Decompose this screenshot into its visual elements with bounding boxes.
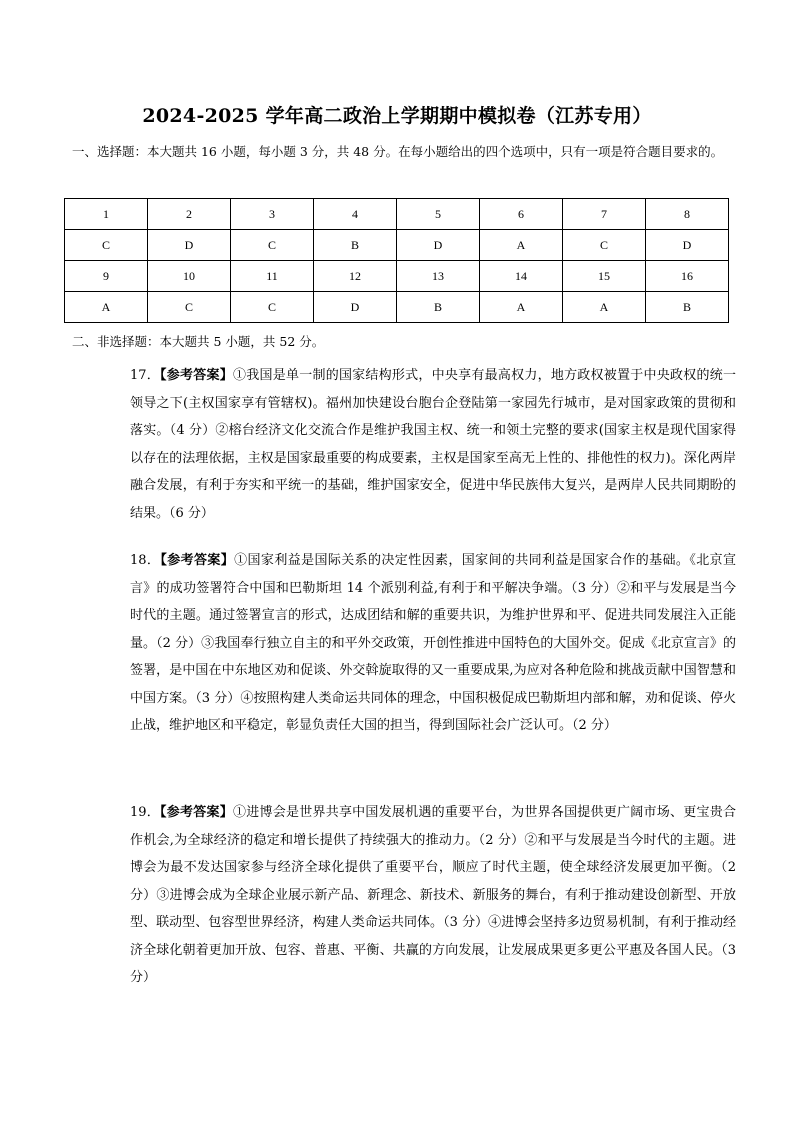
question-number: 19． — [130, 805, 161, 820]
table-cell: B — [397, 292, 480, 323]
table-cell: A — [65, 292, 148, 323]
table-cell: A — [480, 230, 563, 261]
answer-tag: 【参考答案】 — [160, 553, 235, 568]
answer-tag: 【参考答案】 — [160, 368, 233, 383]
answer-body: ①我国是单一制的国家结构形式，中央享有最高权力，地方政权被置于中央政权的统一领导之下(主权国家享有管辖权)。福州加快建设台胞台企登陆第一家园先行城市，是对国家政策的贯彻和落实。（4 分）②榕台经济文化交流合作是维护我国主权、统一和领土完整的要求(国家主权是现代国家得以存在的法理依据，主权是国家最重要的构成要素，主权是国家至高无上性的、排他性的权力)。深化两岸融合发展，有利于夯实和平统一的基础，维护国家安全，促进中华民族伟大复兴，是两岸人民共同期盼的结果。（6 分） — [130, 368, 736, 521]
table-cell: 16 — [646, 261, 729, 292]
table-cell: C — [563, 230, 646, 261]
table-cell: A — [563, 292, 646, 323]
table-cell: B — [646, 292, 729, 323]
table-cell: 5 — [397, 199, 480, 230]
table-cell: 8 — [646, 199, 729, 230]
table-cell: 12 — [314, 261, 397, 292]
table-cell: D — [148, 230, 231, 261]
table-cell: 9 — [65, 261, 148, 292]
table-cell: 7 — [563, 199, 646, 230]
section-two-heading: 二、非选择题：本大题共 5 小题，共 52 分。 — [72, 334, 325, 349]
table-row — [65, 292, 729, 323]
question-number: 17． — [130, 368, 161, 383]
table-cell: D — [646, 230, 729, 261]
section-one-heading: 一、选择题：本大题共 16 小题，每小题 3 分，共 48 分。在每小题给出的四个选项中，只有一项是符合题目要求的。 — [72, 144, 724, 159]
table-cell: C — [231, 292, 314, 323]
table-cell: D — [397, 230, 480, 261]
table-cell: 15 — [563, 261, 646, 292]
table-row — [65, 199, 729, 230]
table-cell: 3 — [231, 199, 314, 230]
table-cell: 13 — [397, 261, 480, 292]
table-cell: 14 — [480, 261, 563, 292]
table-cell: 6 — [480, 199, 563, 230]
table-cell: D — [314, 292, 397, 323]
question-19-answer — [130, 799, 736, 992]
question-18-answer — [130, 547, 736, 740]
table-cell: C — [231, 230, 314, 261]
answer-body: ①进博会是世界共享中国发展机遇的重要平台，为世界各国提供更广阔市场、更宝贵合作机会,为全球经济的稳定和增长提供了持续强大的推动力。（2 分）②和平与发展是当今时代的主题。进博会为最不发达国家参与经济全球化提供了重要平台，顺应了时代主题，使全球经济发展更加平衡。（2 分）③进博会成为全球企业展示新产品、新理念、新技术、新服务的舞台，有利于推动建设创新型、开放型、联动型、包容型世界经济，构建人类命运共同体。（3 分）④进博会坚持多边贸易机制，有利于推动经济全球化朝着更加开放、包容、普惠、平衡、共赢的方向发展，让发展成果更多更公平惠及各国人民。（3 分） — [130, 805, 736, 985]
table-cell: C — [148, 292, 231, 323]
table-row — [65, 261, 729, 292]
table-cell: 4 — [314, 199, 397, 230]
question-number: 18． — [130, 553, 161, 568]
table-cell: B — [314, 230, 397, 261]
answer-table — [64, 198, 729, 323]
answer-tag: 【参考答案】 — [160, 805, 233, 820]
table-cell: 1 — [65, 199, 148, 230]
table-row — [65, 230, 729, 261]
answer-body: ①国家利益是国际关系的决定性因素，国家间的共同利益是国家合作的基础。《北京宣言》的成功签署符合中国和巴勒斯坦 14 个派别利益,有利于和平解决争端。（3 分）②和平与发展是当今时代的主题。通过签署宣言的形式，达成团结和解的重要共识，为维护世界和平、促进共同发展注入正能量。（2 分）③我国奉行独立自主的和平外交政策，开创性推进中国特色的大国外交。促成《北京宣言》的签署，是中国在中东地区劝和促谈、外交斡旋取得的又一重要成果,为应对各种危险和挑战贡献中国智慧和中国方案。（3 分）④按照构建人类命运共同体的理念，中国积极促成巴勒斯坦内部和解，劝和促谈、停火止战，维护地区和平稳定，彰显负责任大国的担当，得到国际社会广泛认可。（2 分） — [130, 553, 736, 733]
question-17-answer — [130, 362, 736, 527]
table-cell: A — [480, 292, 563, 323]
page-title: 2024-2025 学年高二政治上学期期中模拟卷（江苏专用） — [142, 105, 652, 127]
table-cell: 2 — [148, 199, 231, 230]
table-cell: C — [65, 230, 148, 261]
table-cell: 10 — [148, 261, 231, 292]
table-cell: 11 — [231, 261, 314, 292]
